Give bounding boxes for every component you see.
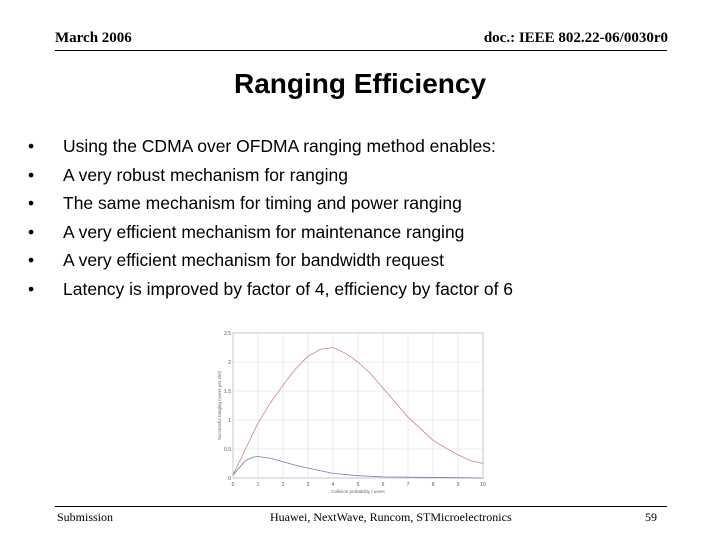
bullet-item	[28, 279, 513, 308]
bullet-text: A very efficient mechanism for bandwidth request	[63, 250, 444, 271]
x-tick-label: 10	[480, 482, 486, 488]
y-tick-label: 0.5	[224, 447, 231, 453]
y-tick-label: 2.5	[224, 331, 231, 337]
x-tick-label: 0	[231, 482, 235, 488]
bullet-item	[28, 222, 513, 251]
ranging-chart	[205, 322, 495, 497]
bullet-text: The same mechanism for timing and power ranging	[63, 193, 462, 214]
bullet-item	[28, 165, 513, 194]
bullet-text: A very robust mechanism for ranging	[63, 164, 348, 185]
x-tick-label: 1	[256, 482, 260, 488]
x-tick-label: 4	[331, 482, 335, 488]
x-tick-label: 2	[281, 482, 285, 488]
footer-submission: Submission	[57, 510, 114, 524]
footer-rule	[55, 506, 667, 507]
bullet-icon: •	[28, 136, 35, 156]
slide-title: Ranging Efficiency	[233, 68, 487, 99]
bullet-item	[28, 193, 513, 222]
x-tick-label: 5	[356, 482, 360, 488]
x-tick-label: 7	[406, 482, 410, 488]
bullet-text: Using the CDMA over OFDMA ranging method enables:	[63, 136, 496, 156]
bullet-item	[28, 136, 513, 165]
footer-page-number: 59	[645, 510, 657, 524]
bullet-text: A very efficient mechanism for maintenance ranging	[63, 221, 465, 242]
x-tick-label: 9	[456, 482, 460, 488]
bullet-list	[28, 136, 513, 308]
footer-authors: Huawei, NextWave, Runcom, STMicroelectronics	[270, 510, 512, 524]
x-axis-label: Collision probability / users	[331, 489, 385, 494]
bullet-text: Latency is improved by factor of 4, efficiency by factor of 6	[63, 278, 514, 299]
x-tick-label: 3	[306, 482, 310, 488]
bullet-icon: •	[28, 193, 35, 214]
bullet-icon: •	[28, 221, 35, 242]
x-tick-label: 8	[431, 482, 435, 488]
header-rule	[55, 50, 667, 51]
bullet-icon: •	[28, 250, 35, 271]
y-tick-label: 2	[228, 360, 231, 366]
y-tick-label: 0	[228, 476, 231, 482]
header-doc-id: doc.: IEEE 802.22-06/0030r0	[483, 30, 668, 46]
y-tick-label: 1	[228, 418, 231, 424]
y-axis-label: Successful ranging (users per slot)	[217, 370, 222, 441]
bullet-item	[28, 250, 513, 279]
header-date: March 2006	[55, 30, 132, 46]
x-tick-label: 6	[381, 482, 385, 488]
bullet-icon: •	[28, 164, 35, 185]
y-tick-label: 1.5	[224, 389, 231, 395]
bullet-icon: •	[28, 278, 35, 299]
